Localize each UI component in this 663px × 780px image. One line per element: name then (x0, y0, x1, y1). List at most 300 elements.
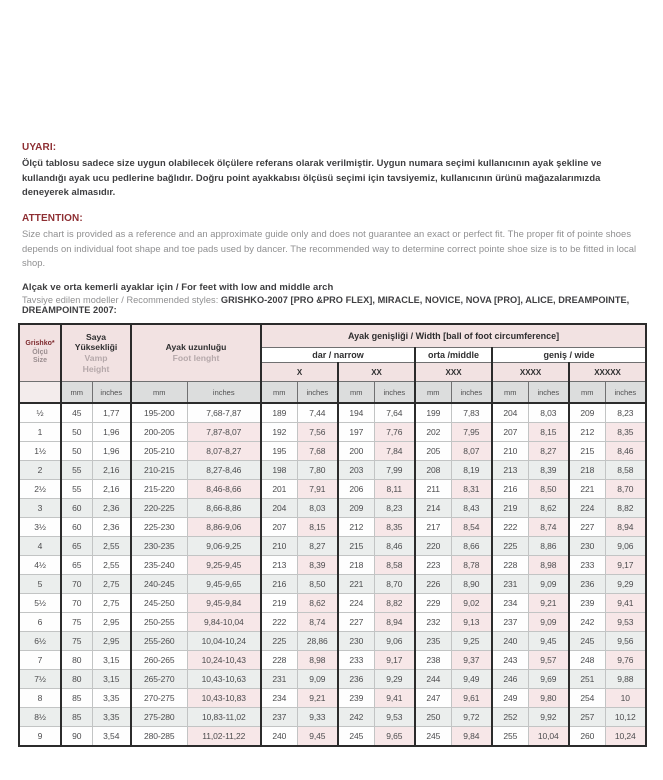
value-cell: 233 (569, 556, 605, 575)
size-column-header (19, 324, 61, 382)
value-cell: 10,83-11,02 (187, 708, 261, 727)
value-cell: 231 (261, 670, 297, 689)
unit-inches-header: inches (528, 382, 569, 404)
value-cell: 9,76 (605, 651, 646, 670)
value-cell: 8,70 (374, 575, 415, 594)
width-title-header: Ayak genişliği / Width [ball of foot circumference] (261, 324, 646, 348)
table-row (19, 689, 646, 708)
value-cell: 8,86-9,06 (187, 518, 261, 537)
size-cell: 2 (19, 461, 61, 480)
value-cell: 8,98 (297, 651, 338, 670)
value-cell: 65 (61, 537, 92, 556)
size-cell: 8 (19, 689, 61, 708)
value-cell: 7,76 (374, 423, 415, 442)
unit-mm-header: mm (131, 382, 187, 404)
value-cell: 8,35 (374, 518, 415, 537)
value-cell: 10,12 (605, 708, 646, 727)
value-cell: 80 (61, 651, 92, 670)
value-cell: 9,06-9,25 (187, 537, 261, 556)
value-cell: 9,37 (451, 651, 492, 670)
value-cell: 7,68-7,87 (187, 403, 261, 423)
value-cell: 215 (569, 442, 605, 461)
value-cell: 198 (261, 461, 297, 480)
value-cell: 212 (569, 423, 605, 442)
value-cell: 9,02 (451, 594, 492, 613)
value-cell: 3,15 (92, 670, 131, 689)
value-cell: 201 (261, 480, 297, 499)
size-cell: 8½ (19, 708, 61, 727)
value-cell: 8,07-8,27 (187, 442, 261, 461)
value-cell: 3,35 (92, 708, 131, 727)
size-cell: 7½ (19, 670, 61, 689)
value-cell: 7,44 (297, 403, 338, 423)
value-cell: 237 (261, 708, 297, 727)
value-cell: 8,23 (374, 499, 415, 518)
width-xxxx-header: XXXX (492, 363, 569, 382)
table-row (19, 594, 646, 613)
value-cell: 8,11 (374, 480, 415, 499)
table-row (19, 556, 646, 575)
table-row (19, 537, 646, 556)
value-cell: 229 (415, 594, 451, 613)
table-row (19, 480, 646, 499)
value-cell: 8,15 (297, 518, 338, 537)
value-cell: 221 (338, 575, 374, 594)
value-cell: 90 (61, 727, 92, 747)
value-cell: 250-255 (131, 613, 187, 632)
value-cell: 65 (61, 556, 92, 575)
value-cell: 70 (61, 575, 92, 594)
value-cell: 9,17 (605, 556, 646, 575)
unit-mm-header: mm (338, 382, 374, 404)
value-cell: 248 (569, 651, 605, 670)
value-cell: 8,19 (451, 461, 492, 480)
width-group-wide: geniş / wide (492, 348, 646, 363)
value-cell: 249 (492, 689, 528, 708)
table-row (19, 670, 646, 689)
value-cell: 210 (492, 442, 528, 461)
value-cell: 265-270 (131, 670, 187, 689)
value-cell: 2,36 (92, 518, 131, 537)
value-cell: 2,95 (92, 613, 131, 632)
value-cell: 207 (492, 423, 528, 442)
value-cell: 260-265 (131, 651, 187, 670)
value-cell: 246 (492, 670, 528, 689)
value-cell: 270-275 (131, 689, 187, 708)
value-cell: 237 (492, 613, 528, 632)
value-cell: 2,16 (92, 480, 131, 499)
value-cell: 7,56 (297, 423, 338, 442)
value-cell: 9,92 (528, 708, 569, 727)
value-cell: 9,13 (451, 613, 492, 632)
value-cell: 7,84 (374, 442, 415, 461)
value-cell: 203 (338, 461, 374, 480)
value-cell: 244 (415, 670, 451, 689)
value-cell: 8,82 (374, 594, 415, 613)
value-cell: 228 (492, 556, 528, 575)
unit-inches-header: inches (92, 382, 131, 404)
value-cell: 240-245 (131, 575, 187, 594)
value-cell: 9,72 (451, 708, 492, 727)
value-cell: 210-215 (131, 461, 187, 480)
value-cell: 219 (261, 594, 297, 613)
width-group-narrow: dar / narrow (261, 348, 415, 363)
value-cell: 80 (61, 670, 92, 689)
value-cell: 9,88 (605, 670, 646, 689)
value-cell: 245 (415, 727, 451, 747)
value-cell: 189 (261, 403, 297, 423)
value-cell: 205 (415, 442, 451, 461)
value-cell: 9,49 (451, 670, 492, 689)
value-cell: 8,31 (451, 480, 492, 499)
value-cell: 10,04-10,24 (187, 632, 261, 651)
width-x-header: X (261, 363, 338, 382)
value-cell: 225 (492, 537, 528, 556)
value-cell: 8,50 (297, 575, 338, 594)
value-cell: 224 (569, 499, 605, 518)
value-cell: 70 (61, 594, 92, 613)
value-cell: 195-200 (131, 403, 187, 423)
styles-value: GRISHKO-2007 [PRO &PRO FLEX], MIRACLE, NOVICE, NOVA [PRO], ALICE, DREAMPOINTE, DREAMPOINTE 2007: (22, 295, 630, 316)
value-cell: 8,62 (528, 499, 569, 518)
value-cell: 219 (492, 499, 528, 518)
unit-mm-header: mm (569, 382, 605, 404)
value-cell: 9,53 (374, 708, 415, 727)
value-cell: 233 (338, 651, 374, 670)
value-cell: 2,55 (92, 556, 131, 575)
unit-inches-header: inches (187, 382, 261, 404)
value-cell: 8,86 (528, 537, 569, 556)
value-cell: 204 (492, 403, 528, 423)
value-cell: 8,46 (605, 442, 646, 461)
size-cell: 7 (19, 651, 61, 670)
value-cell: 28,86 (297, 632, 338, 651)
value-cell: 8,74 (528, 518, 569, 537)
value-cell: 195 (261, 442, 297, 461)
value-cell: 250 (415, 708, 451, 727)
value-cell: 8,46 (374, 537, 415, 556)
value-cell: 7,99 (374, 461, 415, 480)
table-row (19, 727, 646, 747)
value-cell: 280-285 (131, 727, 187, 747)
size-header-tr: Ölçü (32, 348, 48, 356)
size-cell: 3½ (19, 518, 61, 537)
value-cell: 2,55 (92, 537, 131, 556)
value-cell: 9,45-9,84 (187, 594, 261, 613)
value-cell: 239 (569, 594, 605, 613)
value-cell: 55 (61, 480, 92, 499)
value-cell: 227 (569, 518, 605, 537)
value-cell: 8,50 (528, 480, 569, 499)
vamp-height-header: Saya Yüksekliği Vamp Height (61, 324, 131, 382)
size-cell: 2½ (19, 480, 61, 499)
value-cell: 8,90 (451, 575, 492, 594)
value-cell: 215 (338, 537, 374, 556)
unit-inches-header: inches (451, 382, 492, 404)
attention-heading: ATTENTION: (22, 213, 83, 225)
value-cell: 209 (338, 499, 374, 518)
value-cell: 245 (338, 727, 374, 747)
value-cell: 9,41 (374, 689, 415, 708)
value-cell: 8,58 (374, 556, 415, 575)
value-cell: 224 (338, 594, 374, 613)
value-cell: 9,33 (297, 708, 338, 727)
value-cell: 7,68 (297, 442, 338, 461)
size-cell: 1½ (19, 442, 61, 461)
value-cell: 10,04 (528, 727, 569, 747)
value-cell: 8,39 (297, 556, 338, 575)
value-cell: 7,95 (451, 423, 492, 442)
value-cell: 8,66-8,86 (187, 499, 261, 518)
value-cell: 9,09 (528, 575, 569, 594)
value-cell: 236 (338, 670, 374, 689)
value-cell: 252 (492, 708, 528, 727)
table-row (19, 461, 646, 480)
value-cell: 9,65 (374, 727, 415, 747)
value-cell: 217 (415, 518, 451, 537)
table-row (19, 442, 646, 461)
unit-mm-header: mm (415, 382, 451, 404)
value-cell: 10,24 (605, 727, 646, 747)
size-cell: 5½ (19, 594, 61, 613)
table-row (19, 423, 646, 442)
value-cell: 242 (569, 613, 605, 632)
value-cell: 2,75 (92, 575, 131, 594)
value-cell: 7,83 (451, 403, 492, 423)
unit-mm-header: mm (261, 382, 297, 404)
value-cell: 9,57 (528, 651, 569, 670)
value-cell: 240 (492, 632, 528, 651)
warning-heading: UYARI: (22, 142, 57, 153)
value-cell: 245-250 (131, 594, 187, 613)
value-cell: 223 (415, 556, 451, 575)
value-cell: 234 (492, 594, 528, 613)
table-row (19, 708, 646, 727)
size-cell: 1 (19, 423, 61, 442)
value-cell: 213 (261, 556, 297, 575)
value-cell: 1,96 (92, 423, 131, 442)
value-cell: 9,41 (605, 594, 646, 613)
table-row (19, 632, 646, 651)
recommended-styles-line (22, 295, 644, 315)
value-cell: 213 (492, 461, 528, 480)
value-cell: 9,21 (297, 689, 338, 708)
value-cell: 7,64 (374, 403, 415, 423)
value-cell: 11,02-11,22 (187, 727, 261, 747)
size-cell: 6½ (19, 632, 61, 651)
value-cell: 9,21 (528, 594, 569, 613)
value-cell: 9,80 (528, 689, 569, 708)
value-cell: 7,91 (297, 480, 338, 499)
value-cell: 255 (492, 727, 528, 747)
value-cell: 210 (261, 537, 297, 556)
value-cell: 8,82 (605, 499, 646, 518)
value-cell: 209 (569, 403, 605, 423)
unit-inches-header: inches (297, 382, 338, 404)
value-cell: 222 (492, 518, 528, 537)
size-cell: 4 (19, 537, 61, 556)
intro-text-block (22, 142, 644, 315)
value-cell: 2,75 (92, 594, 131, 613)
value-cell: 2,16 (92, 461, 131, 480)
value-cell: 8,27 (528, 442, 569, 461)
value-cell: 8,74 (297, 613, 338, 632)
value-cell: 55 (61, 461, 92, 480)
value-cell: 9,56 (605, 632, 646, 651)
value-cell: 9,84 (451, 727, 492, 747)
value-cell: 239 (338, 689, 374, 708)
value-cell: 275-280 (131, 708, 187, 727)
units-empty-cell (19, 382, 61, 404)
value-cell: 200 (338, 442, 374, 461)
value-cell: 3,35 (92, 689, 131, 708)
value-cell: 238 (415, 651, 451, 670)
value-cell: 260 (569, 727, 605, 747)
size-chart-table (18, 323, 647, 747)
value-cell: 8,58 (605, 461, 646, 480)
value-cell: 247 (415, 689, 451, 708)
value-cell: 230-235 (131, 537, 187, 556)
size-cell: 3 (19, 499, 61, 518)
value-cell: 197 (338, 423, 374, 442)
value-cell: 204 (261, 499, 297, 518)
size-cell: 4½ (19, 556, 61, 575)
value-cell: 240 (261, 727, 297, 747)
value-cell: 228 (261, 651, 297, 670)
size-cell: 6 (19, 613, 61, 632)
value-cell: 9,45 (528, 632, 569, 651)
width-group-middle: orta /middle (415, 348, 492, 363)
value-cell: 9,25-9,45 (187, 556, 261, 575)
width-xx-header: XX (338, 363, 415, 382)
value-cell: 221 (569, 480, 605, 499)
value-cell: 75 (61, 613, 92, 632)
value-cell: 8,62 (297, 594, 338, 613)
unit-inches-header: inches (605, 382, 646, 404)
value-cell: 194 (338, 403, 374, 423)
value-cell: 9,53 (605, 613, 646, 632)
value-cell: 208 (415, 461, 451, 480)
value-cell: 235-240 (131, 556, 187, 575)
value-cell: 8,27 (297, 537, 338, 556)
value-cell: 236 (569, 575, 605, 594)
table-row (19, 613, 646, 632)
value-cell: 220-225 (131, 499, 187, 518)
value-cell: 230 (569, 537, 605, 556)
value-cell: 202 (415, 423, 451, 442)
value-cell: 9,69 (528, 670, 569, 689)
value-cell: 8,23 (605, 403, 646, 423)
value-cell: 206 (338, 480, 374, 499)
value-cell: 50 (61, 423, 92, 442)
value-cell: 205-210 (131, 442, 187, 461)
size-cell: ½ (19, 403, 61, 423)
value-cell: 2,95 (92, 632, 131, 651)
value-cell: 215-220 (131, 480, 187, 499)
value-cell: 9,29 (374, 670, 415, 689)
value-cell: 60 (61, 518, 92, 537)
value-cell: 8,15 (528, 423, 569, 442)
value-cell: 10,43-10,63 (187, 670, 261, 689)
value-cell: 214 (415, 499, 451, 518)
value-cell: 245 (569, 632, 605, 651)
value-cell: 231 (492, 575, 528, 594)
value-cell: 8,66 (451, 537, 492, 556)
value-cell: 3,54 (92, 727, 131, 747)
value-cell: 3,15 (92, 651, 131, 670)
value-cell: 199 (415, 403, 451, 423)
value-cell: 9,25 (451, 632, 492, 651)
value-cell: 7,80 (297, 461, 338, 480)
value-cell: 10,43-10,83 (187, 689, 261, 708)
value-cell: 254 (569, 689, 605, 708)
value-cell: 75 (61, 632, 92, 651)
value-cell: 10,24-10,43 (187, 651, 261, 670)
value-cell: 218 (338, 556, 374, 575)
value-cell: 212 (338, 518, 374, 537)
width-xxx-header: XXX (415, 363, 492, 382)
attention-body: Size chart is provided as a reference and an approximate guide only and does not guarantee an exact or perfect fit. The proper fit of pointe shoes depends on individual foot shape and toe pads used by dancer. The recommended way to determine correct pointe shoe size is to be fitted in local shop. (22, 228, 637, 269)
value-cell: 225 (261, 632, 297, 651)
table-row (19, 651, 646, 670)
brand-label: Grishko* (25, 340, 55, 348)
value-cell: 257 (569, 708, 605, 727)
value-cell: 192 (261, 423, 297, 442)
value-cell: 8,43 (451, 499, 492, 518)
value-cell: 220 (415, 537, 451, 556)
value-cell: 9,09 (528, 613, 569, 632)
value-cell: 216 (492, 480, 528, 499)
value-cell: 9,45 (297, 727, 338, 747)
table-row (19, 499, 646, 518)
warning-body: Ölçü tablosu sadece size uygun olabilecek ölçülere referans olarak verilmiştir. Uygun numara seçimi kullanıcının ayak şekline ve kullandığı ayak ucu pedlerine bağlıdır. Doğru point ayakkabısı ölçüsü seçimi için tavsiyemiz, kullanıcının ürünü mağazalarımızda deneyerek almasıdır. (22, 157, 602, 198)
value-cell: 2,36 (92, 499, 131, 518)
value-cell: 234 (261, 689, 297, 708)
value-cell: 8,39 (528, 461, 569, 480)
value-cell: 227 (338, 613, 374, 632)
value-cell: 216 (261, 575, 297, 594)
foot-length-header: Ayak uzunluğu Foot lenght (131, 324, 261, 382)
value-cell: 222 (261, 613, 297, 632)
value-cell: 242 (338, 708, 374, 727)
value-cell: 225-230 (131, 518, 187, 537)
value-cell: 8,03 (528, 403, 569, 423)
value-cell: 9,61 (451, 689, 492, 708)
value-cell: 230 (338, 632, 374, 651)
value-cell: 7,87-8,07 (187, 423, 261, 442)
value-cell: 243 (492, 651, 528, 670)
value-cell: 8,07 (451, 442, 492, 461)
value-cell: 8,94 (374, 613, 415, 632)
value-cell: 218 (569, 461, 605, 480)
value-cell: 8,98 (528, 556, 569, 575)
width-xxxxx-header: XXXXX (569, 363, 646, 382)
table-row (19, 403, 646, 423)
value-cell: 1,96 (92, 442, 131, 461)
value-cell: 8,46-8,66 (187, 480, 261, 499)
value-cell: 9,09 (297, 670, 338, 689)
size-cell: 9 (19, 727, 61, 747)
value-cell: 10 (605, 689, 646, 708)
unit-mm-header: mm (61, 382, 92, 404)
table-row (19, 518, 646, 537)
value-cell: 9,17 (374, 651, 415, 670)
value-cell: 8,03 (297, 499, 338, 518)
value-cell: 85 (61, 689, 92, 708)
unit-mm-header: mm (492, 382, 528, 404)
value-cell: 255-260 (131, 632, 187, 651)
value-cell: 251 (569, 670, 605, 689)
